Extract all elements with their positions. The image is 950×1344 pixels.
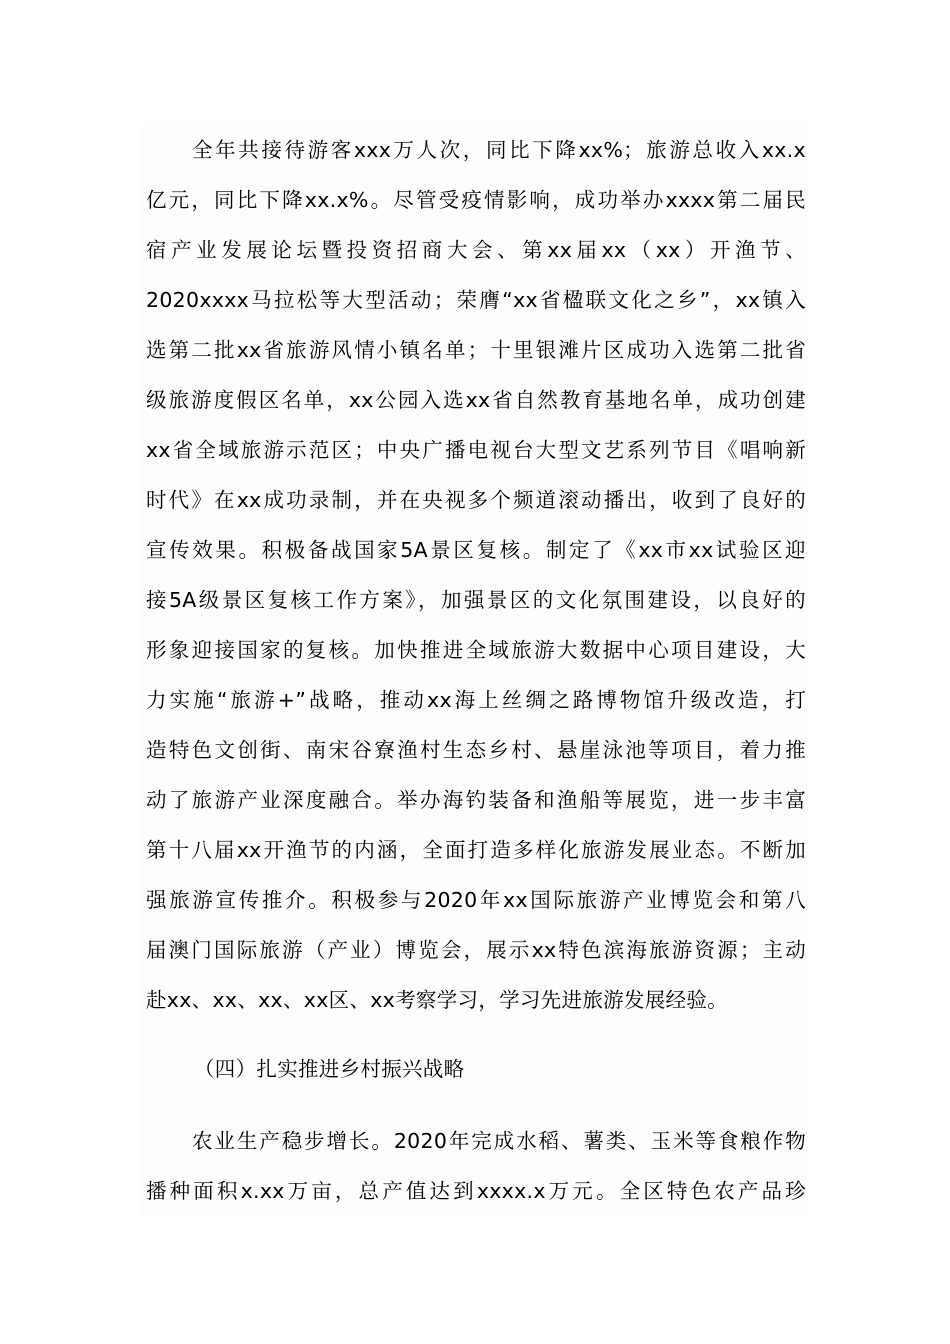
paragraph-1-line-4: 2020xxxx马拉松等大型活动；荣膺“xx省楹联文化之乡”，xx镇入 (146, 288, 806, 312)
paragraph-1-line-8: 时代》在xx成功录制，并在央视多个频道滚动播出，收到了良好的 (146, 488, 806, 512)
paragraph-1-line-3: 宿产业发展论坛暨投资招商大会、第xx届xx（xx）开渔节、 (146, 238, 806, 262)
paragraph-1-line-2: 亿元，同比下降xx.x%。尽管受疫情影响，成功举办xxxx第二届民 (146, 188, 806, 212)
paragraph-1-line-18: 赴xx、xx、xx、xx区、xx考察学习，学习先进旅游发展经验。 (146, 988, 728, 1012)
paragraph-2-line-2: 播种面积x.xx万亩，总产值达到xxxx.x万元。全区特色农产品珍 (146, 1179, 806, 1203)
paragraph-2-line-1: 农业生产稳步增长。2020年完成水稻、薯类、玉米等食粮作物 (192, 1129, 806, 1153)
paragraph-1-line-6: 级旅游度假区名单，xx公园入选xx省自然教育基地名单，成功创建 (146, 388, 806, 412)
paragraph-1-line-17: 届澳门国际旅游（产业）博览会，展示xx特色滨海旅游资源；主动 (146, 938, 806, 962)
paragraph-1-line-14: 动了旅游产业深度融合。举办海钓装备和渔船等展览，进一步丰富 (146, 788, 806, 812)
paragraph-1-line-11: 形象迎接国家的复核。加快推进全域旅游大数据中心项目建设，大 (146, 638, 806, 662)
paragraph-1-line-10: 接5A级景区复核工作方案》，加强景区的文化氛围建设，以良好的 (146, 588, 806, 612)
paragraph-1-line-5: 选第二批xx省旅游风情小镇名单；十里银滩片区成功入选第二批省 (146, 338, 806, 362)
paragraph-1-line-13: 造特色文创街、南宋谷寮渔村生态乡村、悬崖泳池等项目，着力推 (146, 738, 806, 762)
paragraph-1-line-15: 第十八届xx开渔节的内涵，全面打造多样化旅游发展业态。不断加 (146, 838, 806, 862)
paragraph-1-line-7: xx省全域旅游示范区；中央广播电视台大型文艺系列节目《唱响新 (146, 438, 806, 462)
paragraph-1-line-1: 全年共接待游客xxx万人次，同比下降xx%；旅游总收入xx.x (192, 138, 806, 162)
paragraph-1-line-16: 强旅游宣传推介。积极参与2020年xx国际旅游产业博览会和第八 (146, 888, 806, 912)
section-heading: （四）扎实推进乡村振兴战略 (194, 1057, 465, 1081)
paragraph-1-line-9: 宣传效果。积极备战国家5A景区复核。制定了《xx市xx试验区迎 (146, 538, 806, 562)
paragraph-1-line-12: 力实施“旅游+”战略，推动xx海上丝绸之路博物馆升级改造，打 (146, 688, 806, 712)
